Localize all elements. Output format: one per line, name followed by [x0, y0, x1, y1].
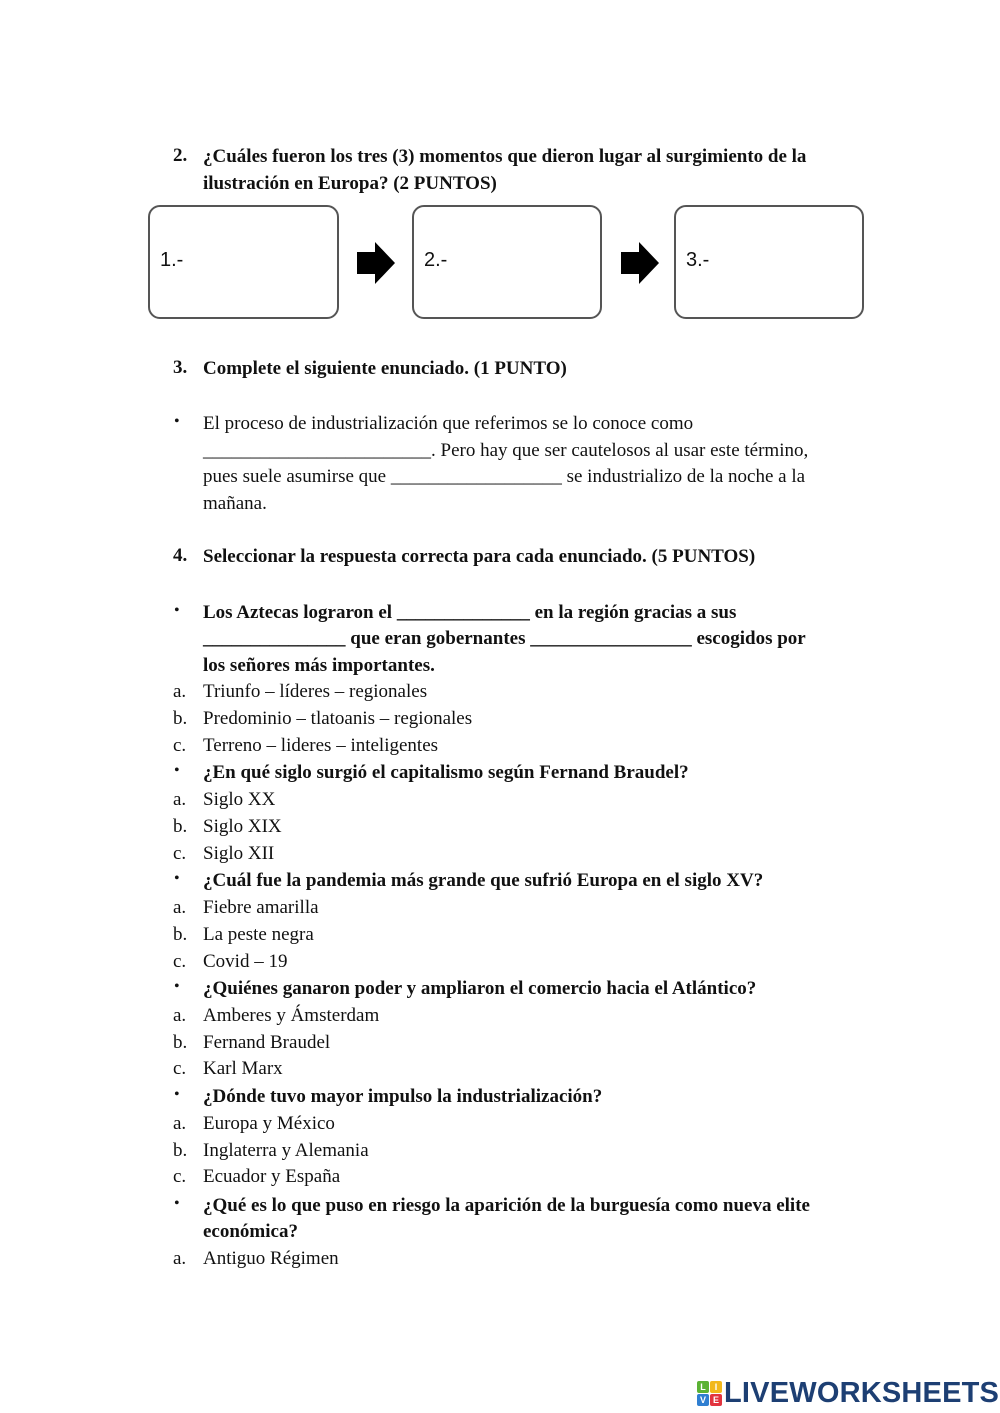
question-4-number: 4. [173, 545, 188, 566]
option-letter: b. [173, 1140, 188, 1161]
question-3-line: mañana. [203, 493, 267, 514]
bullet-icon: • [174, 1195, 180, 1212]
question-3-title: Complete el siguiente enunciado. (1 PUNTO) [203, 358, 567, 379]
option[interactable]: La peste negra [203, 924, 314, 945]
option-letter: b. [173, 924, 188, 945]
option-letter: a. [173, 789, 187, 810]
option[interactable]: Amberes y Ámsterdam [203, 1005, 380, 1026]
mcq-question-line: los señores más importantes. [203, 655, 435, 676]
mcq-question-line: ¿Cuál fue la pandemia más grande que sufrió Europa en el siglo XV? [203, 870, 764, 891]
answer-box-3-label: 3.- [686, 249, 710, 271]
mcq-question-line: económica? [203, 1221, 298, 1242]
logo-tile: V [697, 1394, 709, 1406]
option[interactable]: Siglo XII [203, 843, 275, 864]
option[interactable]: Europa y México [203, 1113, 335, 1134]
logo-tile: L [697, 1381, 709, 1393]
question-2-line-2: ilustración en Europa? (2 PUNTOS) [203, 173, 497, 194]
liveworksheets-logo [697, 1378, 999, 1408]
question-2-text [203, 143, 863, 197]
mcq-question-line: Los Aztecas lograron el ______________ en la región gracias a sus [203, 602, 737, 623]
logo-tile: I [710, 1381, 722, 1393]
answer-box-1[interactable] [148, 205, 339, 319]
option[interactable]: Ecuador y España [203, 1166, 341, 1187]
question-2-line-1: ¿Cuáles fueron los tres (3) momentos que dieron lugar al surgimiento de la [203, 146, 807, 167]
mcq-question-line: ¿En qué siglo surgió el capitalismo según Fernand Braudel? [203, 762, 689, 783]
option-letter: b. [173, 816, 188, 837]
logo-text: LIVEWORKSHEETS [724, 1376, 1000, 1409]
mcq-question-line: _______________ que eran gobernantes _________________ escogidos por [203, 628, 806, 649]
arrow-right-icon [619, 242, 659, 284]
option-letter: b. [173, 1032, 188, 1053]
bullet-icon: • [174, 1086, 180, 1103]
bullet-icon: • [174, 602, 180, 619]
option[interactable]: Antiguo Régimen [203, 1248, 339, 1269]
option-letter: b. [173, 708, 188, 729]
answer-box-2[interactable] [412, 205, 602, 319]
question-4-title: Seleccionar la respuesta correcta para cada enunciado. (5 PUNTOS) [203, 546, 756, 567]
arrow-right-icon [355, 242, 395, 284]
option-letter: a. [173, 897, 187, 918]
logo-tile: E [710, 1394, 722, 1406]
question-3-line[interactable]: ________________________. Pero hay que ser cautelosos al usar este término, [203, 440, 809, 461]
question-2-number: 2. [173, 145, 188, 166]
mcq-question-line: ¿Quiénes ganaron poder y ampliaron el comercio hacia el Atlántico? [203, 978, 757, 999]
option[interactable]: Triunfo – líderes – regionales [203, 681, 428, 702]
logo-tiles-icon [697, 1381, 722, 1406]
question-3-line[interactable]: pues suele asumirse que __________________ se industrializo de la noche a la [203, 466, 806, 487]
option[interactable]: Covid – 19 [203, 951, 288, 972]
option-letter: c. [173, 1058, 187, 1079]
option-letter: c. [173, 951, 187, 972]
question-3-line: El proceso de industrialización que referimos se lo conoce como [203, 413, 694, 434]
option-letter: a. [173, 1248, 187, 1269]
bullet-icon: • [174, 762, 180, 779]
option[interactable]: Predominio – tlatoanis – regionales [203, 708, 473, 729]
option[interactable]: Fernand Braudel [203, 1032, 331, 1053]
option-letter: a. [173, 681, 187, 702]
bullet-icon: • [174, 978, 180, 995]
option-letter: c. [173, 735, 187, 756]
option[interactable]: Karl Marx [203, 1058, 283, 1079]
option[interactable]: Siglo XIX [203, 816, 282, 837]
question-3-number: 3. [173, 357, 188, 378]
mcq-question-line: ¿Qué es lo que puso en riesgo la aparición de la burguesía como nueva elite [203, 1195, 810, 1216]
answer-box-3[interactable] [674, 205, 864, 319]
option[interactable]: Inglaterra y Alemania [203, 1140, 369, 1161]
answer-box-2-label: 2.- [424, 249, 448, 271]
option[interactable]: Siglo XX [203, 789, 276, 810]
option[interactable]: Terreno – lideres – inteligentes [203, 735, 439, 756]
answer-box-1-label: 1.- [160, 249, 184, 271]
option-letter: c. [173, 843, 187, 864]
bullet-icon: • [174, 413, 180, 430]
option[interactable]: Fiebre amarilla [203, 897, 319, 918]
option-letter: a. [173, 1005, 187, 1026]
bullet-icon: • [174, 870, 180, 887]
mcq-question-line: ¿Dónde tuvo mayor impulso la industrialización? [203, 1086, 603, 1107]
option-letter: a. [173, 1113, 187, 1134]
option-letter: c. [173, 1166, 187, 1187]
